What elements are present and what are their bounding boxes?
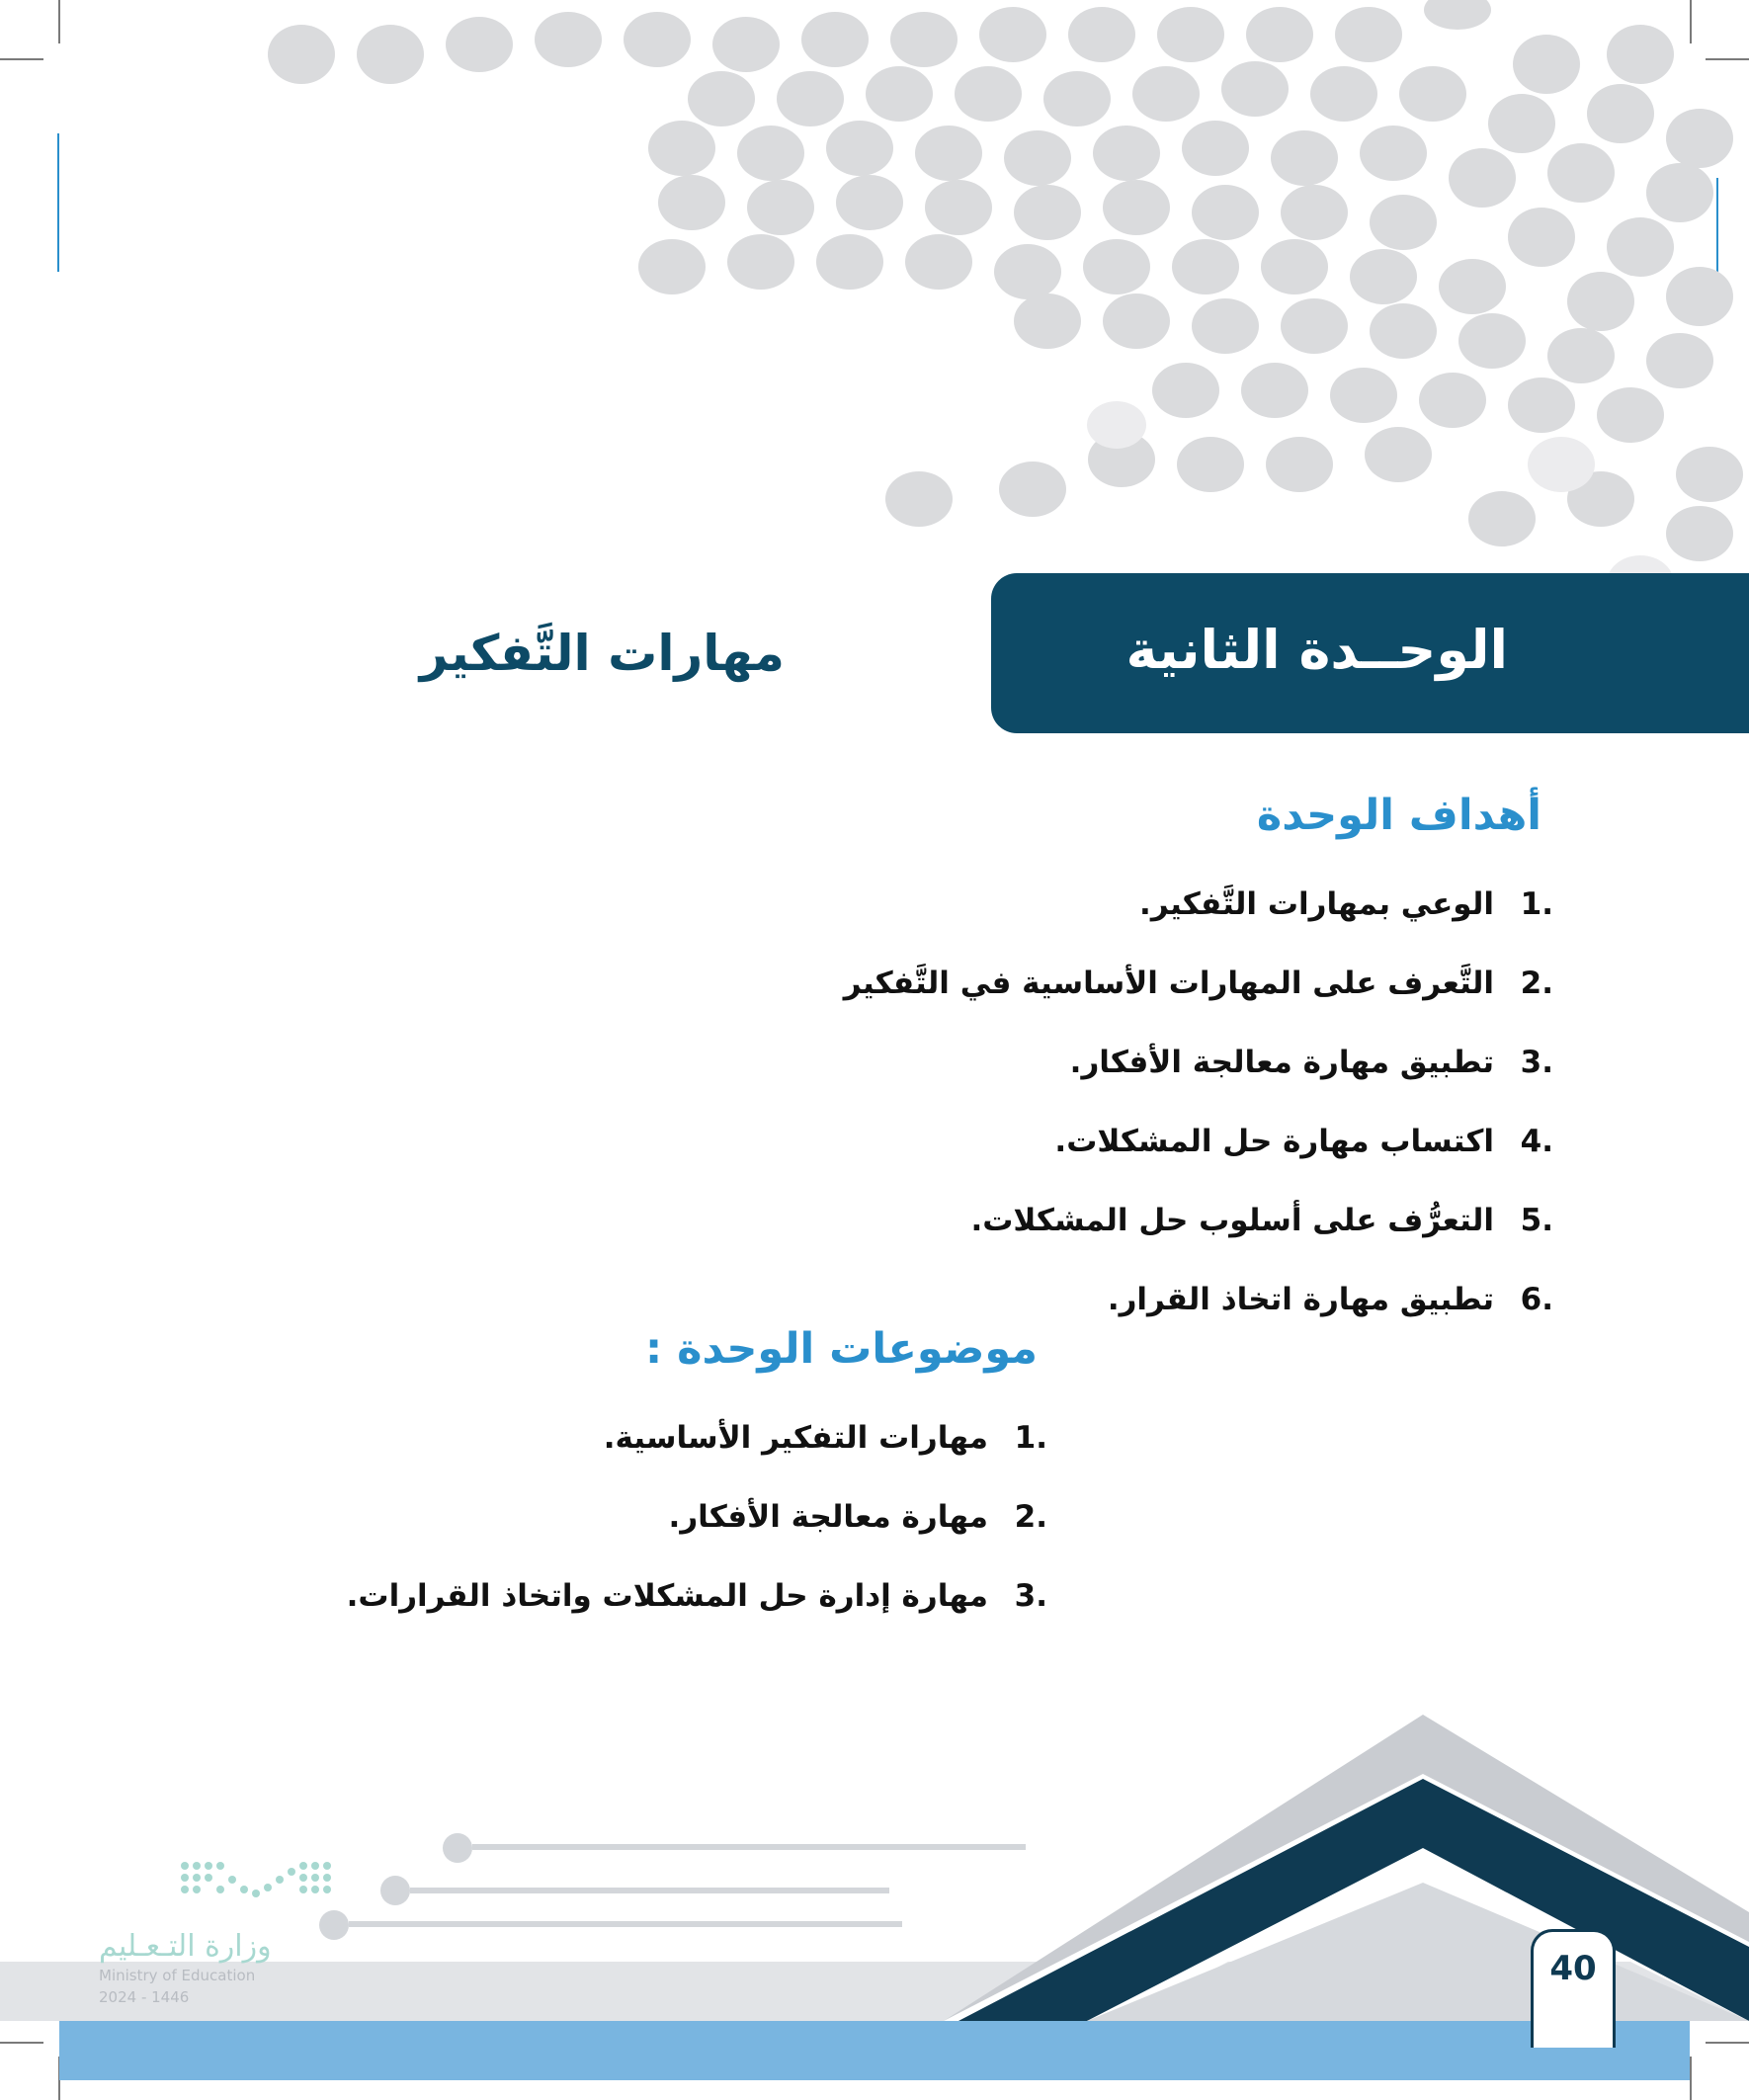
topics-list [347,1398,1047,1636]
list-item [347,1398,1047,1477]
ministry-name-ar: وزارة التـعـليم [99,1929,272,1964]
ministry-name-en: Ministry of Education [99,1967,256,1984]
item-text: التَّعرف على المهارات الأساسية في التَّفكير [843,966,1494,1001]
page-number-tab [1531,1929,1616,2048]
item-text: تطبيق مهارة اتخاذ القرار. [1107,1282,1494,1317]
list-item [347,1477,1047,1556]
item-text: تطبيق مهارة معالجة الأفكار. [1069,1045,1494,1080]
item-number: .2 [1520,966,1553,1001]
item-number: .4 [1520,1124,1553,1159]
item-number: .3 [1014,1578,1047,1614]
list-item [844,865,1553,944]
item-number: .1 [1520,886,1553,922]
ministry-year: 2024 - 1446 [99,1988,190,2006]
item-text: مهارة معالجة الأفكار. [668,1499,988,1535]
item-number: .5 [1520,1203,1553,1238]
unit-subtitle: مهارات التَّفكير [419,625,785,682]
item-text: مهارات التفكير الأساسية. [603,1420,988,1456]
objectives-list [844,865,1553,1339]
item-text: التعرُّف على أسلوب حل المشكلات. [970,1203,1494,1238]
unit-title: الوحــدة الثانية [1125,619,1508,681]
item-text: مهارة إدارة حل المشكلات واتخاذ القرارات. [346,1578,988,1614]
list-item [844,944,1553,1023]
item-number: .2 [1014,1499,1047,1535]
item-text: اكتساب مهارة حل المشكلات. [1054,1124,1494,1159]
item-text: الوعي بمهارات التَّفكير. [1139,886,1494,922]
item-number: .1 [1014,1420,1047,1456]
list-item [347,1556,1047,1636]
list-item [844,1023,1553,1102]
item-number: .6 [1520,1282,1553,1317]
dot-pattern-decoration [0,0,1749,613]
page-number: 40 [1549,1949,1597,1988]
item-number: .3 [1520,1045,1553,1080]
objectives-heading: أهداف الوحدة [1256,791,1541,840]
list-item [844,1102,1553,1181]
topics-heading: موضوعات الوحدة : [644,1324,1038,1374]
list-item [844,1181,1553,1260]
